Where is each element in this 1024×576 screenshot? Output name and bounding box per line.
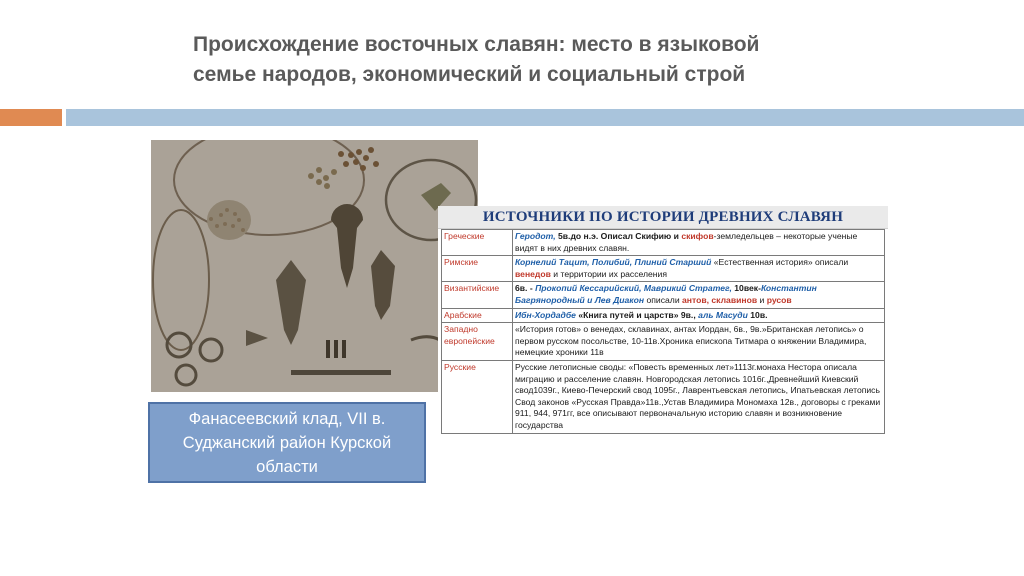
description-fragment: антов, склавинов [682,294,758,305]
sources-table-image [438,206,888,490]
row-category: Арабские [442,308,513,323]
caption-line2: Суджанский район Курской [182,433,392,452]
sources-table [441,229,885,434]
description-fragment: венедов [515,268,551,279]
description-fragment: 5в.до н.э. Описал Скифию и [558,231,682,241]
row-description [513,360,885,433]
table-row [442,360,885,433]
table-row [442,323,885,361]
description-fragment: Прокопий Кессарийский, Маврикий Стратег, [535,283,735,294]
description-fragment: 10в. [750,309,768,320]
row-category: Византийские [442,282,513,308]
accent-bar-blue [66,109,1024,126]
row-description [513,230,885,256]
row-category: Римские [442,256,513,282]
slide-title-line1: Происхождение восточных славян: место в языковой [193,33,760,56]
description-fragment: Геродот, [515,231,558,241]
slide-title-line2: семье народов, экономический и социальный строй [193,63,746,86]
description-fragment: аль Масуди [698,309,751,320]
caption-line3: области [256,457,318,476]
row-description [513,282,885,308]
description-fragment: -земледельцев – некоторые ученые видят в них древних славян. [515,231,858,253]
table-row [442,230,885,256]
description-fragment: Русские летописные своды: «Повесть временных лет»1113г.монаха Нестора описала миграцию и расселение славян. Новгородская летопись 1016г.,Древнейший Киевский свод1039г., Киево-Печерский свод 1095г., Лаврентьевская летопись, Ипатьевская летопись Свод законов «Русская Правда»11в.,Устав Владимира Мономаха 12в., договоры с греками 911, 944, 971гг, все описывают первоначальную историю славян и возникновение государства [515,361,881,430]
description-fragment: Ибн-Хордадбе [515,309,579,320]
description-fragment: 10век- [734,283,761,294]
row-description [513,308,885,323]
description-fragment: и [757,294,767,305]
description-fragment: и территории их расселения [550,268,667,279]
table-row [442,256,885,282]
description-fragment: описали [646,294,683,305]
row-category: Греческие [442,230,513,256]
description-fragment: русов [766,294,792,305]
accent-bar-orange [0,109,62,126]
table-row [442,308,885,323]
row-category: Западно европейские [442,323,513,361]
row-description [513,323,885,361]
description-fragment: «Книга путей и царств» 9в., [578,309,699,320]
row-category: Русские [442,360,513,433]
description-fragment: «История готов» о венедах, склавинах, антах Иордан, 6в., 9в.»Британская летопись» о первом русском посольстве, 10-11в.Хроника епископа Титмара о княжении Владимира, немецкие хроники 11в [515,324,867,358]
description-fragment: Константин Багрянородный и Лев Диакон [515,283,817,305]
caption-line1: Фанасеевский клад, VII в. [188,409,386,428]
artifacts-illustration [151,140,478,392]
photo-caption [148,402,426,483]
slide-title [193,30,913,90]
row-description [513,256,885,282]
description-fragment: Корнелий Тацит, Полибий, Плиний Старший [515,257,714,268]
description-fragment: скифов [681,231,714,241]
hoard-photo [151,140,478,392]
table-row [442,282,885,308]
description-fragment: 6в. - [515,283,536,294]
description-fragment: «Естественная история» описали [713,257,849,268]
table-heading: ИСТОЧНИКИ ПО ИСТОРИИ ДРЕВНИХ СЛАВЯН [438,206,888,229]
